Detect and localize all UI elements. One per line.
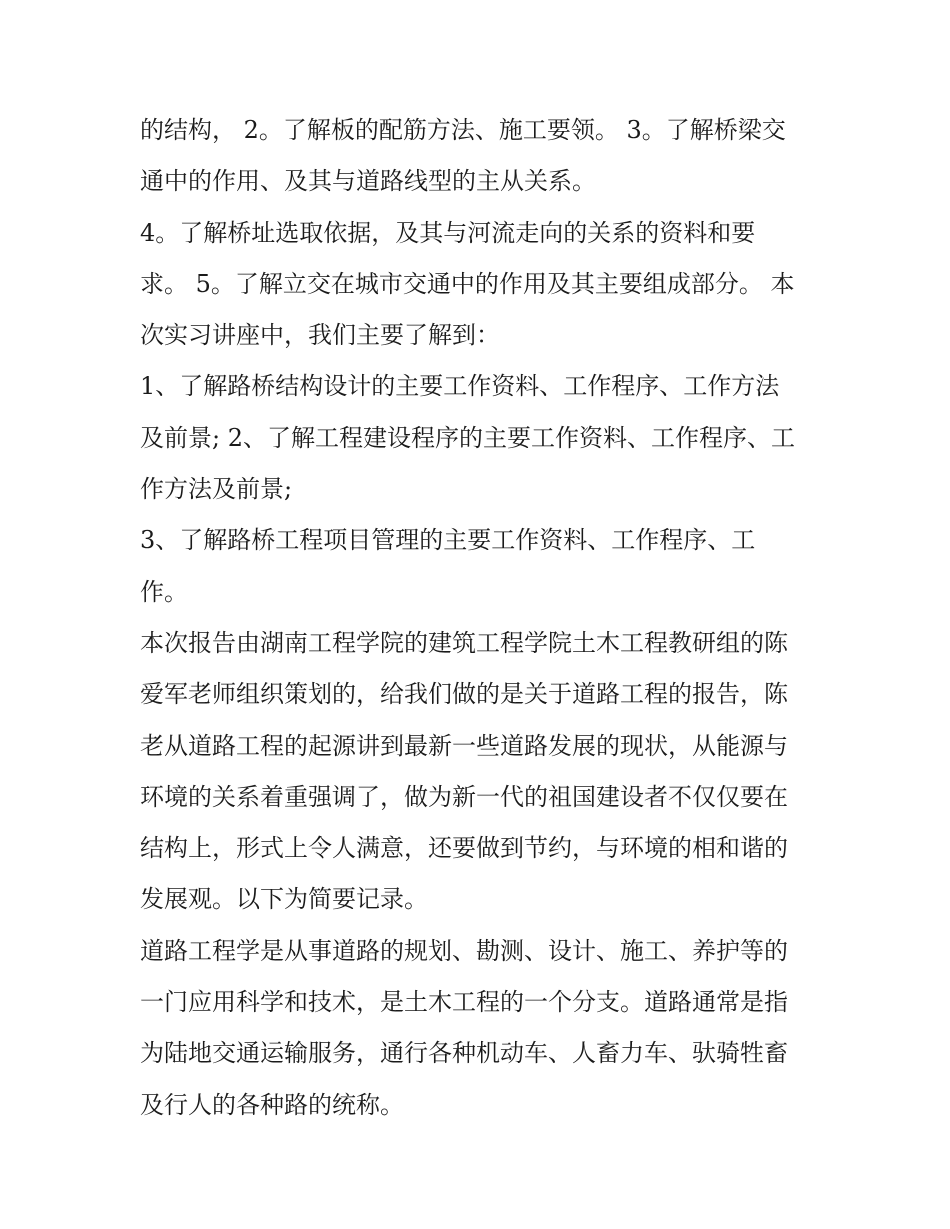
text-line: 4。了解桥址选取依据，及其与河流走向的关系的资料和要 <box>140 218 756 247</box>
text-line: 发展观。以下为简要记录。 <box>140 885 428 914</box>
text-line: 通中的作用、及其与道路线型的主从关系。 <box>140 167 596 196</box>
text-line: 结构上，形式上令人满意，还要做到节约，与环境的相和谐的 <box>140 834 788 863</box>
text-line: 爱军老师组织策划的，给我们做的是关于道路工程的报告，陈 <box>140 680 788 709</box>
text-line: 及前景; 2、了解工程建设程序的主要工作资料、工作程序、工 <box>140 423 795 452</box>
document-body <box>140 105 820 1131</box>
text-line: 及行人的各种路的统称。 <box>140 1090 404 1119</box>
text-line: 本次报告由湖南工程学院的建筑工程学院土木工程教研组的陈 <box>140 628 788 657</box>
text-line: 道路工程学是从事道路的规划、勘测、设计、施工、养护等的 <box>140 936 788 965</box>
text-line: 次实习讲座中，我们主要了解到： <box>140 321 500 350</box>
text-line: 老从道路工程的起源讲到最新一些道路发展的现状，从能源与 <box>140 731 788 760</box>
text-line: 环境的关系着重强调了，做为新一代的祖国建设者不仅仅要在 <box>140 782 788 811</box>
text-line: 作。 <box>140 577 188 606</box>
text-line: 1、了解路桥结构设计的主要工作资料、工作程序、工作方法 <box>140 372 780 401</box>
text-line: 的结构， 2。了解板的配筋方法、施工要领。 3。了解桥梁交 <box>140 116 786 144</box>
text-line: 作方法及前景; <box>140 475 293 504</box>
text-line: 一门应用科学和技术，是土木工程的一个分支。道路通常是指 <box>140 988 788 1017</box>
text-line: 求。 5。了解立交在城市交通中的作用及其主要组成部分。 本 <box>140 269 795 298</box>
text-line: 3、了解路桥工程项目管理的主要工作资料、工作程序、工 <box>140 526 756 555</box>
text-line: 为陆地交通运输服务，通行各种机动车、人畜力车、驮骑牲畜 <box>140 1039 788 1068</box>
